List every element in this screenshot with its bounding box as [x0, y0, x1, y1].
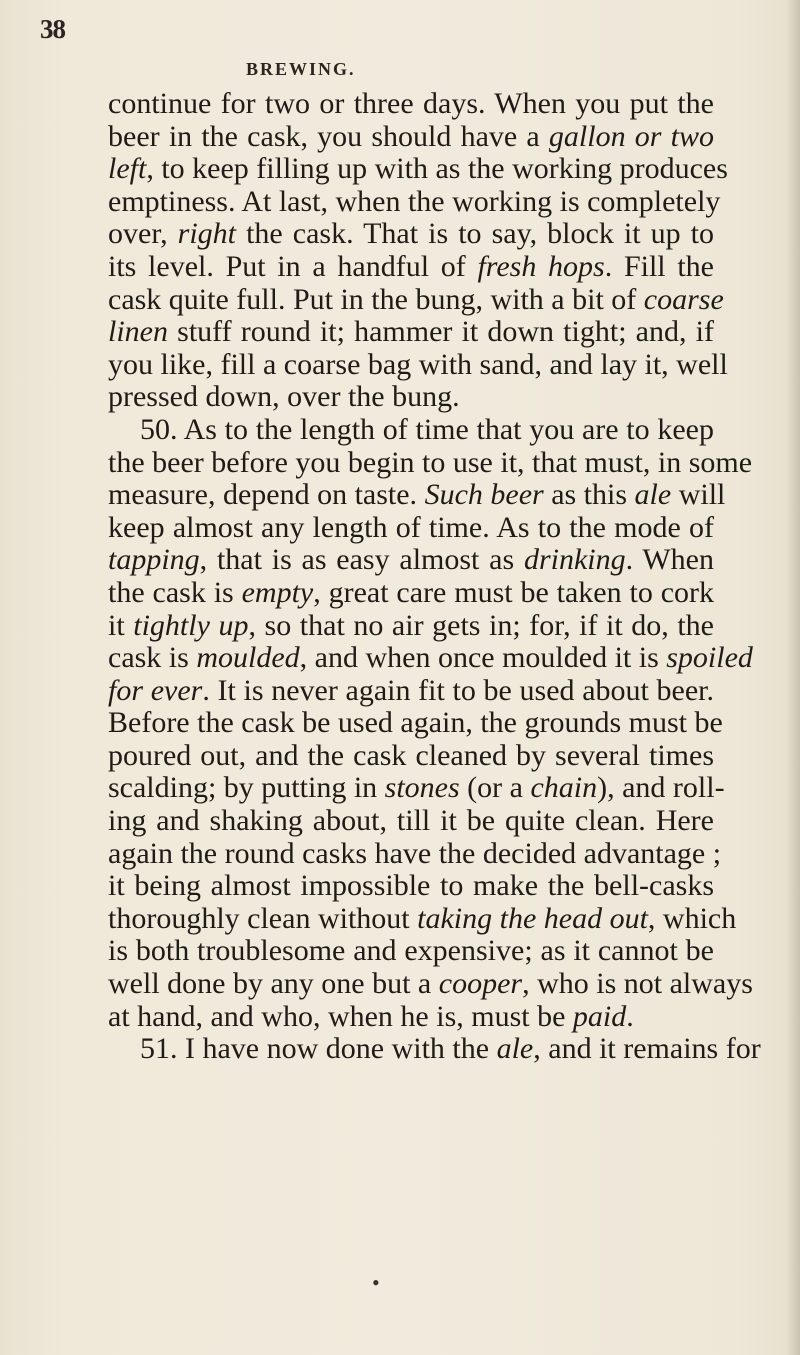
- text-line: cask is moulded, and when once moulded it is spoiled: [108, 641, 753, 675]
- text-line: scalding; by putting in stones (or a chain), and roll-: [108, 771, 725, 805]
- body-text: [108, 87, 761, 1066]
- text-line: keep almost any length of time. As to the mode of: [108, 510, 714, 544]
- text-line: continue for two or three days. When you put the: [108, 87, 714, 120]
- paragraph: [108, 412, 753, 1033]
- text-line: you like, fill a coarse bag with sand, and lay it, well: [108, 347, 728, 381]
- text-line: its level. Put in a handful of fresh hops. Fill the: [108, 249, 715, 283]
- text-line: well done by any one but a cooper, who is not always: [108, 967, 753, 1001]
- paragraph: [108, 87, 728, 414]
- text-line: linen stuff round it; hammer it down tight; and, if: [108, 315, 714, 349]
- text-line: left, to keep filling up with as the working produces: [108, 152, 728, 186]
- text-line: for ever. It is never again fit to be used about beer.: [108, 673, 714, 707]
- text-line: 50. As to the length of time that you are to keep: [140, 412, 714, 446]
- page-edge-shadow: [786, 0, 800, 1355]
- text-line: pressed down, over the bung.: [108, 380, 460, 414]
- text-line: the beer before you begin to use it, that must, in some: [108, 445, 753, 479]
- running-head: BREWING.: [246, 59, 356, 79]
- text-line: emptiness. At last, when the working is completely: [108, 184, 721, 218]
- paragraph: [108, 1032, 761, 1066]
- text-line: cask quite full. Put in the bung, with a bit of coarse: [108, 282, 724, 316]
- text-line: it being almost impossible to make the bell-casks: [108, 869, 714, 903]
- page-number: 38: [40, 14, 65, 44]
- text-line: again the round casks have the decided advantage ;: [108, 836, 722, 870]
- text-line: poured out, and the cask cleaned by several times: [108, 738, 714, 772]
- text-line: ing and shaking about, till it be quite clean. Here: [108, 804, 714, 838]
- text-line: at hand, and who, when he is, must be paid.: [108, 999, 634, 1033]
- text-line: the cask is empty, great care must be taken to cork: [108, 575, 714, 609]
- text-line: is both troublesome and expensive; as it cannot be: [108, 934, 714, 968]
- text-line: measure, depend on taste. Such beer as this ale will: [108, 478, 726, 512]
- printer-mark: •: [372, 1270, 380, 1295]
- text-line: over, right the cask. That is to say, block it up to: [108, 217, 715, 251]
- text-line: 51. I have now done with the ale, and it remains for: [140, 1032, 761, 1066]
- text-line: thoroughly clean without taking the head out, which: [108, 901, 737, 935]
- text-line: beer in the cask, you should have a gallon or two: [108, 119, 714, 153]
- text-line: tapping, that is as easy almost as drinking. When: [108, 543, 714, 577]
- text-line: it tightly up, so that no air gets in; for, if it do, the: [108, 608, 714, 642]
- text-line: Before the cask be used again, the grounds must be: [108, 706, 723, 740]
